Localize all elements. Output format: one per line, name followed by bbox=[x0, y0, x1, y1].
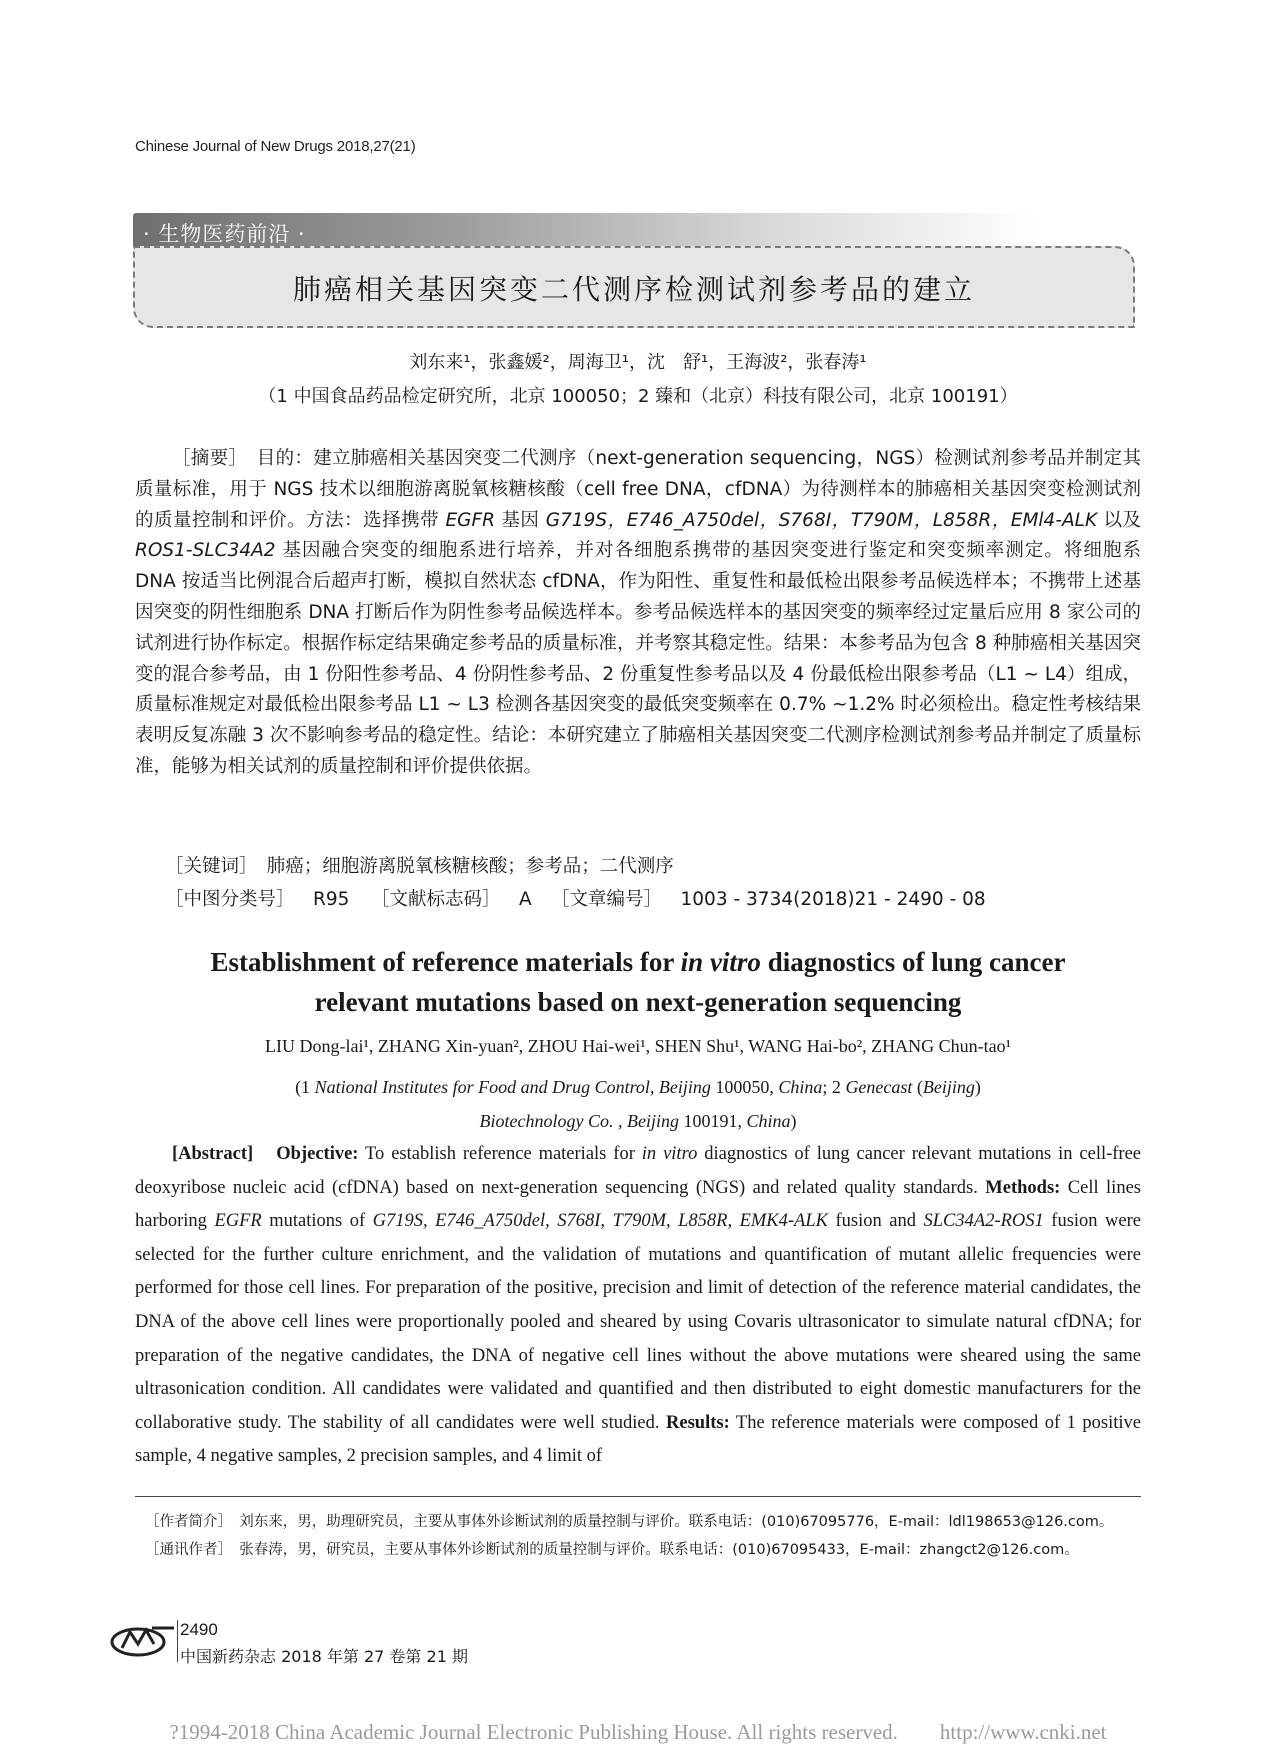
cn-keywords bbox=[165, 852, 674, 878]
journal-header: Chinese Journal of New Drugs 2018,27(21) bbox=[135, 138, 416, 155]
cn-abstract-text: 基因融合突变的细胞系进行培养，并对各细胞系携带的基因突变进行鉴定和突变频率测定。将细胞系 DNA 按适当比例混合后超声打断，模拟自然状态 cfDNA，作为阳性、重复性和最低检出限参考品候选样本；不携带上述基因突变的阴性细胞系 DNA 打断后作为阴性参考品候选样本。参考品候选样本的基因突变的频率经过定量后应用 8 家公司的试剂进行协作标定。根据作标定结果确定参考品的质量标准，并考察其稳定性。结果：本参考品为包含 8 种肺癌相关基因突变的混合参考品，由 1 份阳性参考品、4 份阴性参考品、2 份重复性参考品以及 4 份最低检出限参考品（L1 ~ L4）组成，质量标准规定对最低检出限参考品 L1 ~ L3 检测各基因突变的最低突变频率在 0.7% ~1.2% 时必须检出。稳定性考核结果表明反复冻融 3 次不影响参考品的稳定性。结论：本研究建立了肺癌相关基因突变二代测序检测试剂参考品并制定了质量标准，能够为相关试剂的质量控制和评价提供依据。 bbox=[135, 540, 1141, 777]
cn-keywords-label: ［关键词］ bbox=[165, 856, 249, 877]
clc-value: R95 bbox=[294, 889, 350, 910]
objective-label: Objective: bbox=[276, 1144, 359, 1164]
en-abstract-text: The reference materials were composed of 1 positive sample, 4 negative samples, 2 precision samples, and 4 limit of bbox=[135, 1412, 1142, 1467]
en-abstract-text: Cell lines harboring bbox=[135, 1177, 1141, 1232]
en-abstract-italic: G719S, E746_A750del, S768I, T790M, L858R, EMK4-ALK bbox=[372, 1211, 828, 1232]
cn-abstract-text: 目的：建立肺癌相关基因突变二代测序（next-generation sequencing，NGS）检测试剂参考品并制定其质量标准，用于 NGS 技术以细胞游离脱氧核糖核酸（cell free DNA，cfDNA）为待测样本的肺癌相关基因突变检测试剂的质量控制和评价。方法：选择携带 bbox=[135, 448, 1141, 531]
en-abstract bbox=[135, 1138, 1141, 1474]
en-affiliation bbox=[0, 1070, 1276, 1138]
cn-authors: 刘东来¹，张鑫媛²，周海卫¹，沈 舒¹，王海波²，张春涛¹ bbox=[409, 352, 867, 373]
author-footnote bbox=[145, 1510, 1145, 1531]
en-abstract-italic: SLC34A2-ROS1 bbox=[923, 1211, 1044, 1232]
en-affil-part: (1 bbox=[295, 1077, 315, 1097]
cn-abstract-text: 以及 bbox=[1097, 509, 1141, 531]
article-no-value: 1003 - 3734(2018)21 - 2490 - 08 bbox=[662, 889, 986, 910]
author-footnote-text: 刘东来，男，助理研究员，主要从事体外诊断试剂的质量控制与评价。联系电话：(010)67095776，E-mail：ldl198653@126.com。 bbox=[224, 1514, 1114, 1530]
en-abstract-text: fusion were selected for the further culture enrichment, and the validation of mutations and quantification of mutant allelic frequencies were performed for those cell lines. For preparation of the positive, precision and limit of detection of the reference material candidates, the DNA of the above cell lines were proportionally pooled and sheared by using Covaris ultrasonicator to simulate natural cfDNA; for preparation of the negative candidates, the DNA of negative cell lines without the above mutations were sheared using the same ultrasonication condition. All candidates were validated and quantified and then distributed to eight domestic manufacturers for the collaborative study. The stability of all candidates were well studied. bbox=[135, 1211, 1141, 1433]
footnote-divider bbox=[135, 1496, 1141, 1497]
en-affil-italic: Genecast bbox=[845, 1077, 913, 1097]
cn-classification bbox=[165, 885, 1165, 911]
en-abstract-italic: in vitro bbox=[641, 1144, 698, 1164]
page-number: 2490 bbox=[180, 1620, 218, 1639]
en-title-part: diagnostics of lung cancer bbox=[760, 947, 1066, 977]
en-affil-italic: Biotechnology Co. , Beijing bbox=[479, 1111, 679, 1131]
column-label: · 生物医药前沿 · bbox=[143, 222, 306, 246]
cn-abstract-label: ［摘要］ bbox=[172, 448, 238, 469]
en-abstract-text: mutations of bbox=[261, 1211, 373, 1232]
doc-code-value: A bbox=[500, 889, 532, 910]
cn-title: 肺癌相关基因突变二代测序检测试剂参考品的建立 bbox=[292, 273, 975, 306]
en-affil-part: ; 2 bbox=[822, 1077, 846, 1097]
cjnd-logo-icon bbox=[108, 1622, 180, 1658]
en-abstract-text: fusion and bbox=[828, 1211, 924, 1232]
en-affil-part: 100050, bbox=[710, 1077, 779, 1097]
corresponding-footnote-label: ［通讯作者］ bbox=[145, 1542, 225, 1558]
en-affil-part: ) bbox=[790, 1111, 797, 1131]
cn-mutation-list: G719S，E746_A750del，S768I，T790M，L858R，EMl4-ALK bbox=[545, 509, 1098, 531]
copyright-line: ?1994-2018 China Academic Journal Electronic Publishing House. All rights reserved. http://www.cnki.net bbox=[169, 1720, 1107, 1744]
en-abstract-label: [Abstract] bbox=[172, 1144, 254, 1164]
corresponding-footnote bbox=[145, 1538, 1145, 1559]
en-abstract-text: To establish reference materials for bbox=[358, 1144, 642, 1164]
doc-code-group bbox=[371, 885, 551, 911]
cn-abstract bbox=[135, 444, 1141, 783]
cn-keywords-text: 肺癌；细胞游离脱氧核糖核酸；参考品；二代测序 bbox=[248, 856, 674, 877]
article-no-group bbox=[551, 885, 986, 911]
en-affil-part: ( bbox=[912, 1077, 923, 1097]
en-affil-italic: Beijing bbox=[922, 1077, 975, 1097]
clc-label: ［中图分类号］ bbox=[165, 889, 295, 910]
clc-group bbox=[165, 885, 371, 911]
en-abstract-text: diagnostics of lung cancer relevant mutations in cell-free deoxyribose nucleic acid (cfDNA) based on next-generation sequencing (NGS) and related quality standards. bbox=[135, 1144, 1141, 1198]
cn-fusion-ros1: ROS1-SLC34A2 bbox=[135, 540, 276, 562]
corresponding-footnote-text: 张春涛，男，研究员，主要从事体外诊断试剂的质量控制与评价。联系电话：(010)67095433，E-mail：zhangct2@126.com。 bbox=[224, 1542, 1079, 1558]
en-abstract-italic: EGFR bbox=[214, 1211, 262, 1232]
en-title-line2: relevant mutations based on next-generation sequencing bbox=[314, 987, 962, 1017]
en-authors: LIU Dong-lai¹, ZHANG Xin-yuan², ZHOU Hai-wei¹, SHEN Shu¹, WANG Hai-bo², ZHANG Chun-tao¹ bbox=[265, 1036, 1011, 1056]
en-affil-italic: National Institutes for Food and Drug Control, Beijing bbox=[314, 1077, 711, 1097]
en-title bbox=[0, 942, 1276, 1022]
methods-label: Methods: bbox=[985, 1177, 1061, 1198]
footer-divider bbox=[177, 1620, 178, 1662]
journal-issue: 中国新药杂志 2018 年第 27 卷第 21 期 bbox=[180, 1647, 468, 1666]
en-affil-italic: China bbox=[778, 1077, 823, 1097]
cn-abstract-text: 基因 bbox=[495, 509, 546, 531]
cn-gene-egfr: EGFR bbox=[445, 509, 495, 531]
en-title-part: Establishment of reference materials for bbox=[210, 947, 681, 977]
en-title-italic: in vitro bbox=[680, 947, 761, 977]
cn-affiliation: （1 中国食品药品检定研究所，北京 100050；2 臻和（北京）科技有限公司，北京 100191） bbox=[258, 386, 1018, 407]
results-label: Results: bbox=[666, 1412, 730, 1433]
doc-code-label: ［文献标志码］ bbox=[371, 889, 501, 910]
author-footnote-label: ［作者简介］ bbox=[145, 1514, 225, 1530]
article-no-label: ［文章编号］ bbox=[551, 889, 663, 910]
en-affil-part: ) bbox=[974, 1077, 981, 1097]
en-affil-italic: China bbox=[746, 1111, 791, 1131]
en-affil-part: 100191, bbox=[678, 1111, 747, 1131]
